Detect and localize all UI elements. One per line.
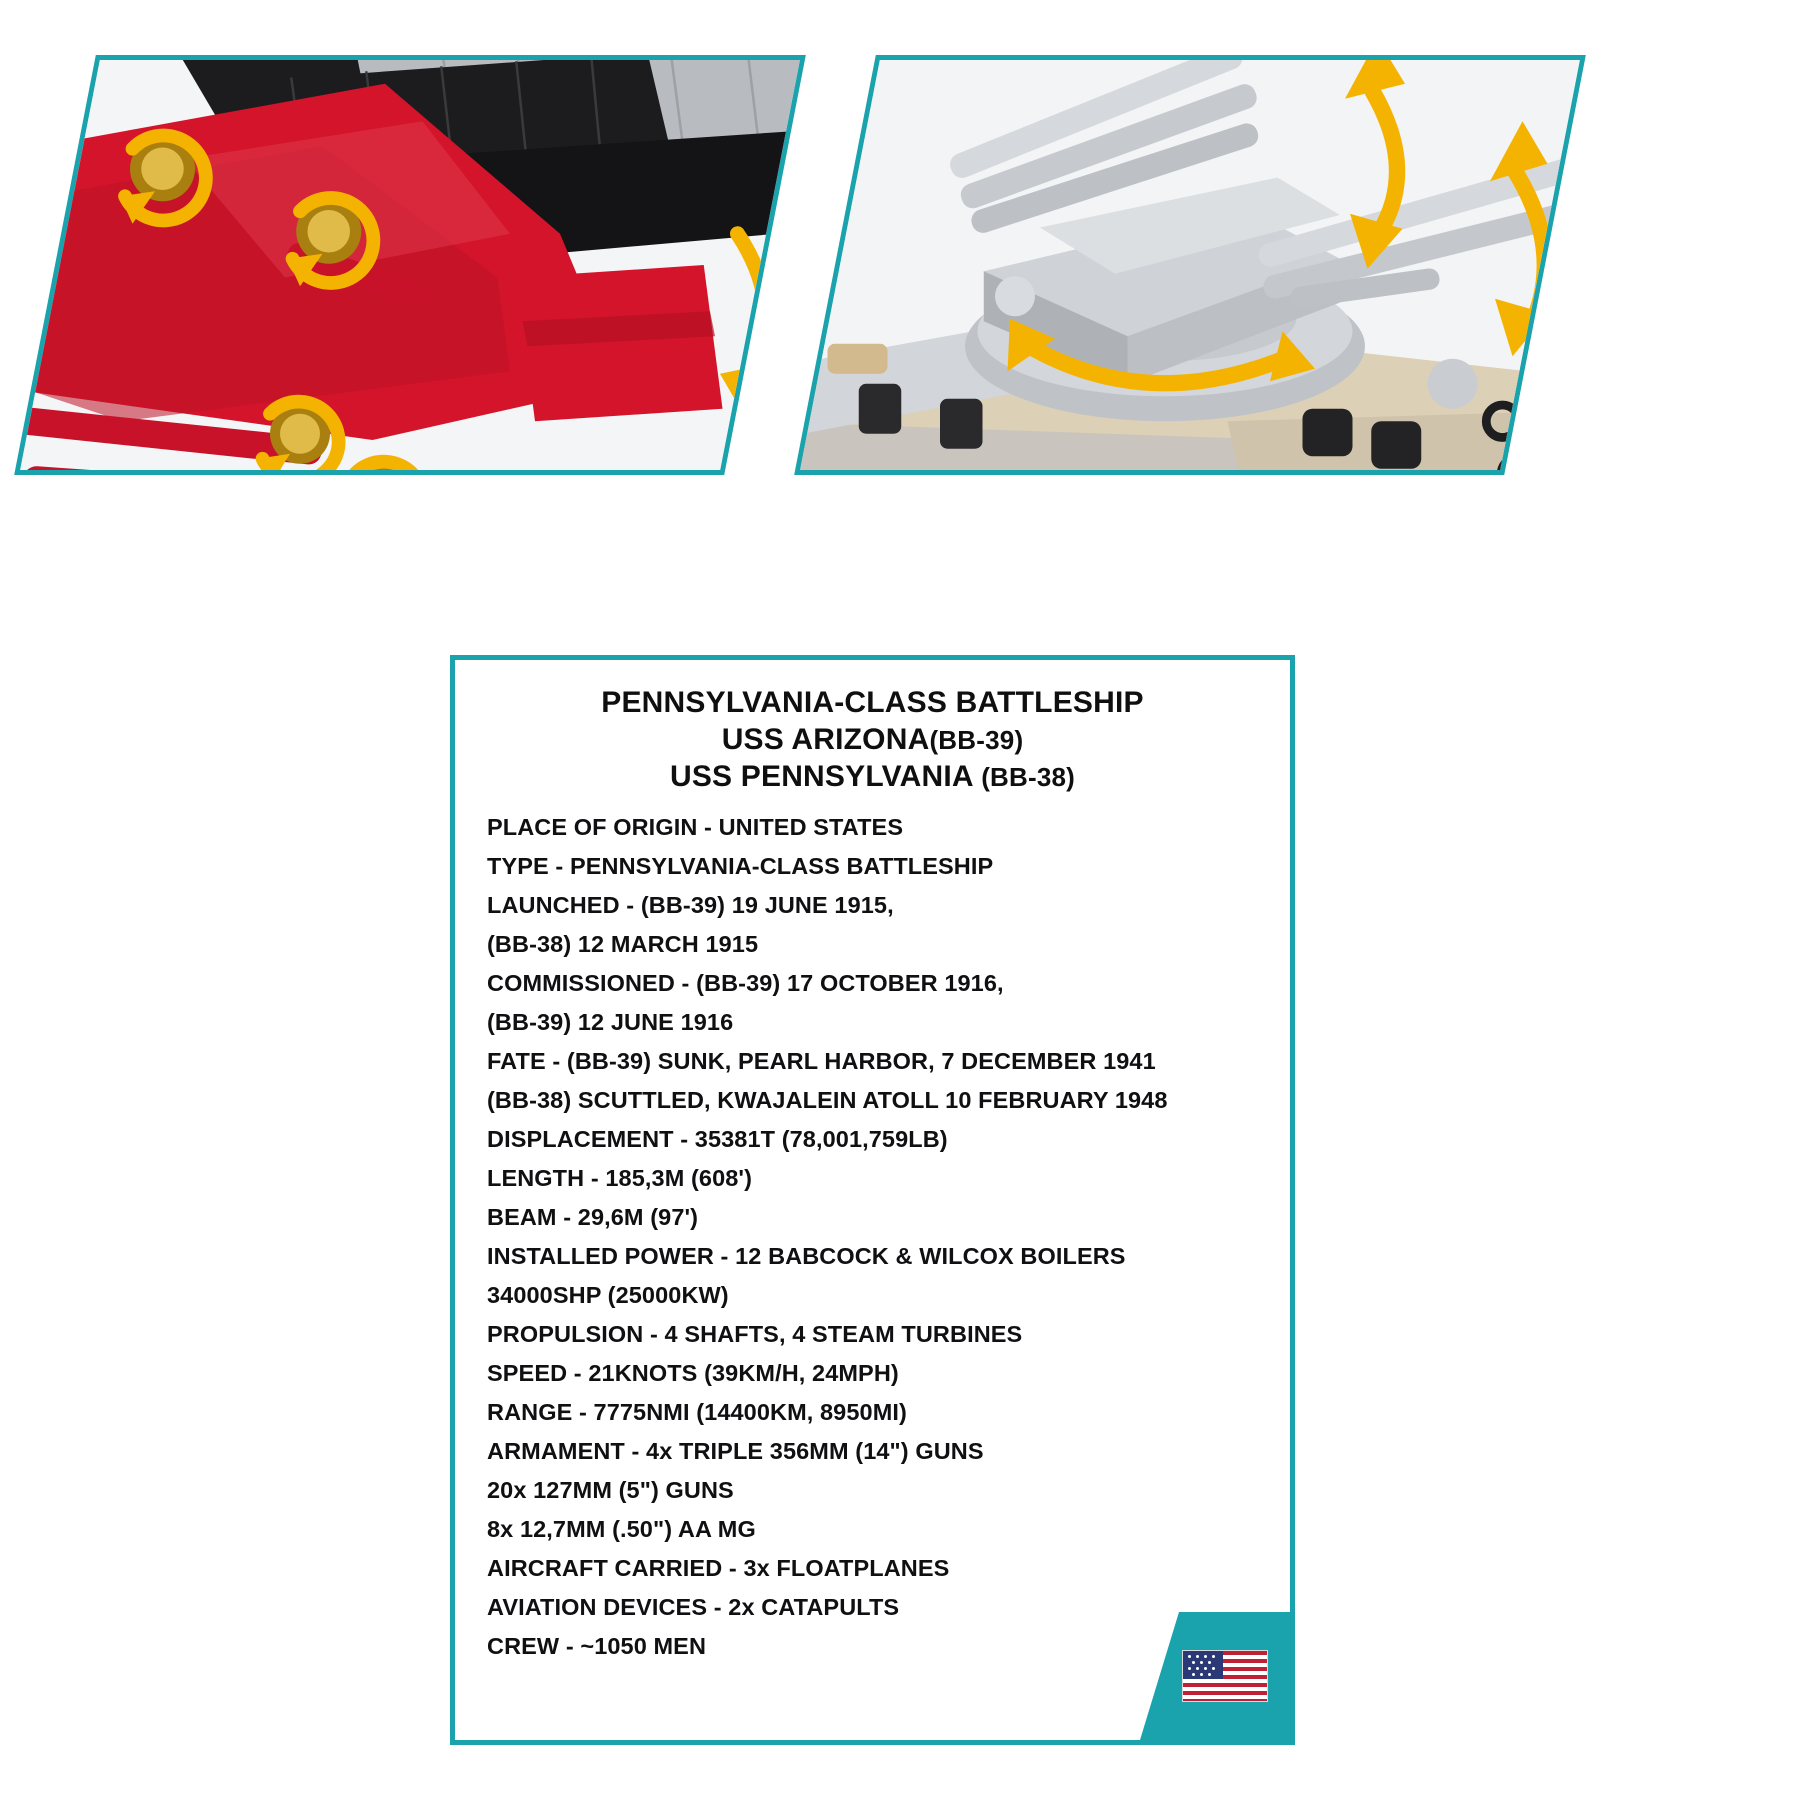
spec-row: INSTALLED POWER - 12 BABCOCK & WILCOX BOILERS [487, 1242, 1126, 1269]
spec-row: AIRCRAFT CARRIED - 3x FLOATPLANES [487, 1554, 950, 1581]
spec-row: (BB-38) SCUTTLED, KWAJALEIN ATOLL 10 FEBRUARY 1948 [487, 1086, 1168, 1113]
specs-title-line-2-paren: (BB-39) [929, 725, 1024, 756]
spec-row: CREW - ~1050 MEN [487, 1632, 707, 1659]
spec-row: TYPE - PENNSYLVANIA-CLASS BATTLESHIP [487, 852, 994, 879]
spec-row: 20x 127MM (5") GUNS [487, 1476, 734, 1503]
spec-row: PLACE OF ORIGIN - UNITED STATES [487, 813, 904, 840]
specs-title [455, 660, 1290, 802]
specs-list [455, 802, 1290, 1659]
spec-row: COMMISSIONED - (BB-39) 17 OCTOBER 1916, [487, 969, 1004, 996]
specs-title-line-3 [473, 758, 1272, 795]
spec-row: (BB-39) 12 JUNE 1916 [487, 1008, 734, 1035]
spec-row: PROPULSION - 4 SHAFTS, 4 STEAM TURBINES [487, 1320, 1023, 1347]
hull-propellers-photo-content [14, 55, 806, 475]
specs-title-line-2 [473, 721, 1272, 758]
main-turret-photo [794, 55, 1586, 475]
spec-row: RANGE - 7775NMI (14400KM, 8950MI) [487, 1398, 907, 1425]
spec-row: (BB-38) 12 MARCH 1915 [487, 930, 759, 957]
hull-propellers-photo [14, 55, 806, 475]
hull-propellers-illustration [14, 55, 806, 475]
spec-row: AVIATION DEVICES - 2x CATAPULTS [487, 1593, 900, 1620]
spec-row: ARMAMENT - 4x TRIPLE 356MM (14") GUNS [487, 1437, 984, 1464]
spec-row: BEAM - 29,6M (97') [487, 1203, 699, 1230]
spec-row: FATE - (BB-39) SUNK, PEARL HARBOR, 7 DECEMBER 1941 [487, 1047, 1156, 1074]
united-states-flag-icon [1182, 1650, 1268, 1702]
main-turret-illustration [794, 55, 1586, 475]
spec-row: 34000SHP (25000KW) [487, 1281, 729, 1308]
spec-row: 8x 12,7MM (.50") AA MG [487, 1515, 756, 1542]
main-turret-photo-content [794, 55, 1586, 475]
flag-canton [1183, 1651, 1223, 1679]
specs-card [450, 655, 1295, 1745]
spec-row: SPEED - 21KNOTS (39KM/H, 24MPH) [487, 1359, 899, 1386]
spec-row: LENGTH - 185,3M (608') [487, 1164, 753, 1191]
specs-title-line-1: PENNSYLVANIA-CLASS BATTLESHIP [601, 686, 1144, 719]
specs-title-line-3-paren: (BB-38) [981, 762, 1076, 793]
specs-title-line-3-main: USS PENNSYLVANIA [669, 760, 973, 794]
spec-row: LAUNCHED - (BB-39) 19 JUNE 1915, [487, 891, 894, 918]
specs-title-line-2-main: USS ARIZONA [721, 723, 930, 757]
spec-row: DISPLACEMENT - 35381T (78,001,759LB) [487, 1125, 948, 1152]
